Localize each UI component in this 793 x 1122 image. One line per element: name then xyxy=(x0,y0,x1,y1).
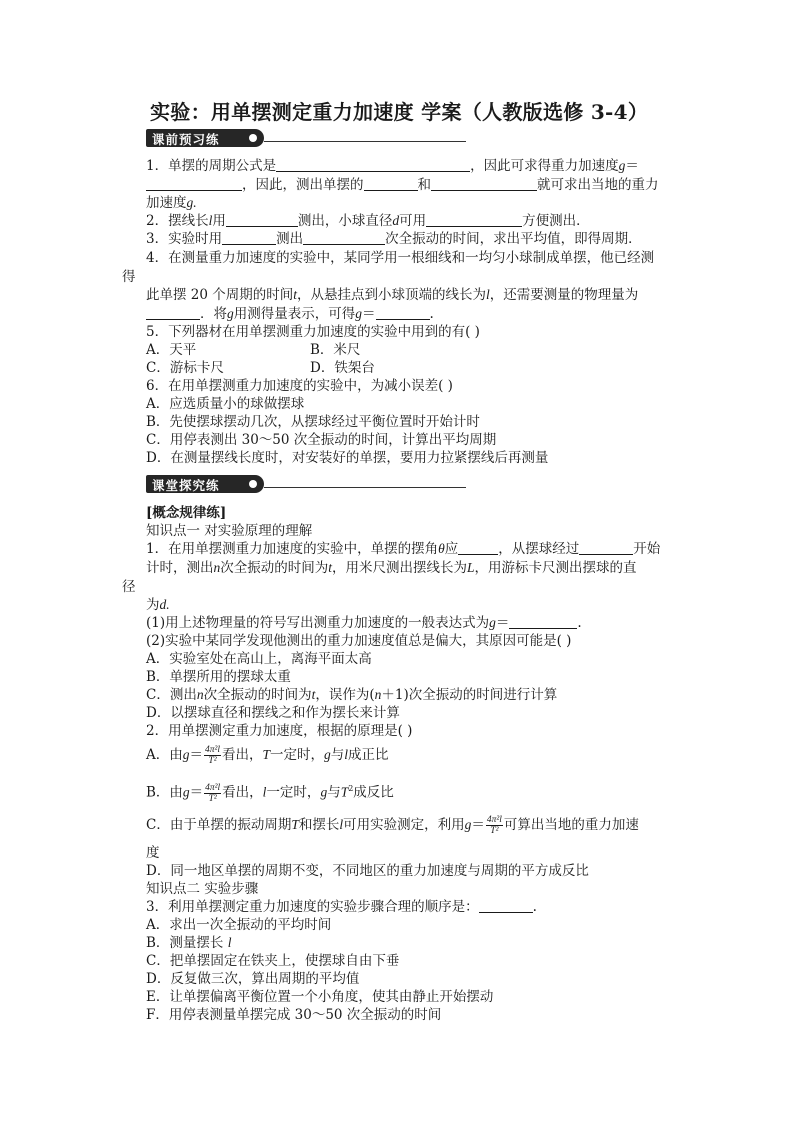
class-question-1-part-1: (1)用上述物理量的符号写出测重力加速度的一般表达式为g＝ . xyxy=(146,615,582,631)
class-question-1-option-b: B．单摆所用的摆球太重 xyxy=(146,669,291,685)
question-6-option-d: D．在测量摆线长度时，对安装好的单摆，要用力拉紧摆线后再测量 xyxy=(146,450,549,466)
class-question-3-step-e: E．让单摆偏离平衡位置一个小角度，使其由静止开始摆动 xyxy=(146,989,494,1005)
formula-fraction: $\frac{\text{4π²l}}{\text{T²}}$ xyxy=(205,782,221,804)
question-4-line-2: 此单摆 20 个周期的时间t，从悬挂点到小球顶端的线长为l，还需要测量的物理量为 xyxy=(146,287,639,303)
formula-fraction: $\frac{\text{4π²l}}{\text{T²}}$ xyxy=(205,745,220,766)
class-question-2-option-c: C．由于单摆的振动周期T和摆长l可用实验测定，利用g＝ $\frac{\text{4π²l}}{\text{T²}}$ 可算出当地的重力加速 xyxy=(146,815,639,836)
page-title: 实验：用单摆测定重力加速度 学案（人教版选修 3-4） xyxy=(150,100,649,124)
class-question-3-step-b: B．测量摆长 l xyxy=(146,935,232,951)
question-5: 5．下列器材在用单摆测重力加速度的实验中用到的有( ) xyxy=(146,324,480,340)
class-question-1-option-c: C．测出n次全振动的时间为t，误作为(n＋1)次全振动的时间进行计算 xyxy=(146,687,558,703)
class-question-1-option-a: A．实验室处在高山上，离海平面太高 xyxy=(146,651,372,667)
question-3: 3．实验时用 测出 次全振动的时间，求出平均值，即得周期． xyxy=(146,231,642,247)
knowledge-point-2: 知识点二 实验步骤 xyxy=(146,881,259,897)
formula-fraction: $\frac{\text{4π²l}}{\text{T²}}$ xyxy=(486,815,502,836)
class-question-1-part-2: (2)实验中某同学发现他测出的重力加速度值总是偏大，其原因可能是( ) xyxy=(146,633,572,649)
question-5-option-b: B．米尺 xyxy=(310,342,361,358)
knowledge-point-1: 知识点一 对实验原理的理解 xyxy=(146,523,313,539)
question-6-option-a: A．应选质量小的球做摆球 xyxy=(146,396,305,412)
class-question-1-option-d: D．以摆球直径和摆线之和作为摆长来计算 xyxy=(146,705,400,721)
question-1-line-2: ，因此，测出单摆的 和 就可求出当地的重力 xyxy=(146,176,659,194)
section-label: 课堂探究练 xyxy=(152,478,220,493)
class-question-2: 2．用单摆测定重力加速度，根据的原理是( ) xyxy=(146,723,413,739)
bullet-dot-icon xyxy=(249,480,257,488)
question-2: 2．摆线长l用 测出，小球直径d可用 方便测出． xyxy=(146,213,590,229)
concept-tag: [概念规律练] xyxy=(146,505,227,521)
question-1-line-3: 加速度g. xyxy=(146,195,197,211)
question-1-line-1: 1．单摆的周期公式是 ，因此可求得重力加速度g＝ xyxy=(146,158,639,174)
question-4-line-wrap: 得 xyxy=(122,269,136,285)
class-question-2-option-d: D．同一地区单摆的周期不变，不同地区的重力加速度与周期的平方成反比 xyxy=(146,863,589,879)
question-6: 6．在用单摆测重力加速度的实验中，为减小误差( ) xyxy=(146,378,453,394)
class-question-2-option-a: A．由g＝ $\frac{\text{4π²l}}{\text{T²}}$ 看出，T一定时，g与l成正比 xyxy=(146,745,389,766)
class-question-3-step-a: A．求出一次全振动的平均时间 xyxy=(146,917,332,933)
question-5-option-a: A．天平 xyxy=(146,342,197,358)
class-question-3-step-f: F．用停表测量单摆完成 30～50 次全振动的时间 xyxy=(146,1007,442,1023)
class-question-1-line-2: 计时，测出n次全振动的时间为t，用米尺测出摆线长为L，用游标卡尺测出摆球的直 xyxy=(146,560,637,576)
section-rule xyxy=(264,487,466,488)
class-question-1-line-1: 1．在用单摆测重力加速度的实验中，单摆的摆角θ应 ，从摆球经过 开始 xyxy=(146,541,661,557)
question-4-line-3: ．将g用测得量表示，可得g＝ . xyxy=(146,305,434,323)
section-rule xyxy=(264,141,466,142)
class-question-1-line-3: 为d. xyxy=(146,597,170,613)
class-question-1-wrap: 径 xyxy=(122,579,136,595)
class-question-2-option-c-wrap: 度 xyxy=(146,845,160,861)
question-5-option-d: D．铁架台 xyxy=(310,360,375,376)
class-question-3-step-d: D．反复做三次，算出周期的平均值 xyxy=(146,971,360,987)
class-question-3: 3．利用单摆测定重力加速度的实验步骤合理的顺序是： . xyxy=(146,899,537,915)
section-label: 课前预习练 xyxy=(152,132,220,147)
question-6-option-c: C．用停表测出 30～50 次全振动的时间，计算出平均周期 xyxy=(146,432,497,448)
question-6-option-b: B．先使摆球摆动几次，从摆球经过平衡位置时开始计时 xyxy=(146,414,480,430)
class-question-3-step-c: C．把单摆固定在铁夹上，使摆球自由下垂 xyxy=(146,953,400,969)
question-4-line-1: 4．在测量重力加速度的实验中，某同学用一根细线和一均匀小球制成单摆，他已经测 xyxy=(146,250,655,266)
bullet-dot-icon xyxy=(249,134,257,142)
class-question-2-option-b: B．由g＝ $\frac{\text{4π²l}}{\text{T²}}$ 看出，l一定时，g与$T^2$成反比 xyxy=(146,782,394,804)
question-5-option-c: C．游标卡尺 xyxy=(146,360,224,376)
